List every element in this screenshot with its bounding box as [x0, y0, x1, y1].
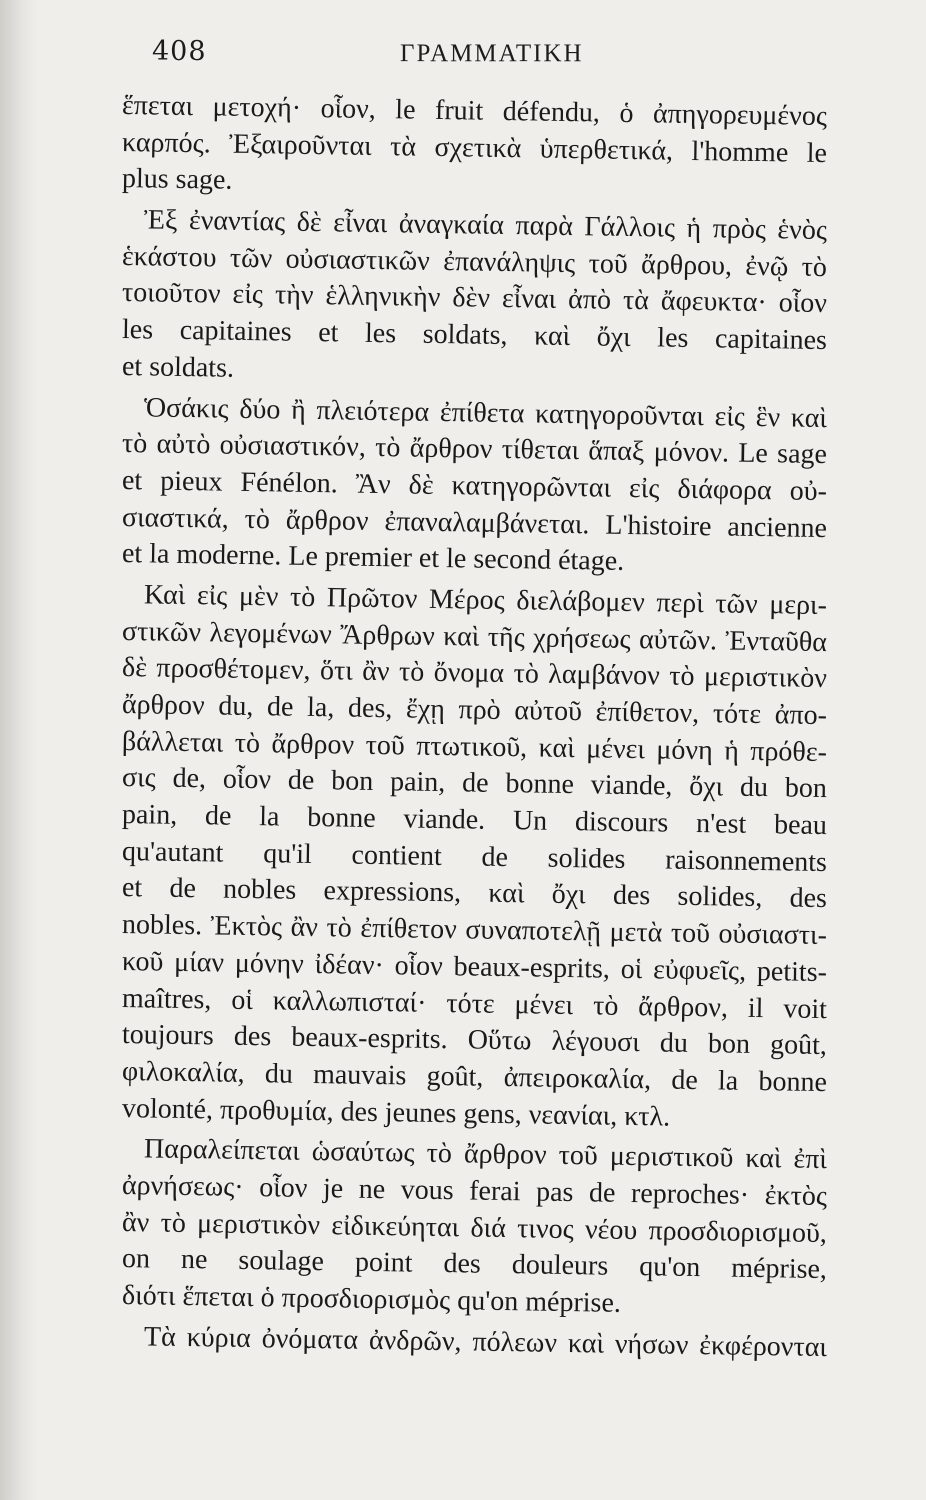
running-head	[0, 28, 926, 78]
text-line: et pieux Fénélon. Ἂν δὲ κατηγορῶνται εἰς διάφορα οὐ-	[121, 464, 828, 507]
running-title: ΓΡΑΜΜΑΤΙΚΗ	[400, 40, 584, 67]
text-line: les capitaines et les soldats, καὶ ὄχι les capitaines	[121, 314, 828, 357]
text-line: et soldats.	[121, 350, 235, 384]
text-line: ἕπεται μετοχή· οἷον, le fruit défendu, ὁ ἀπηγορευμένος	[121, 90, 828, 133]
text-line: Τὰ κύρια ὀνόματα ἀνδρῶν, πόλεων καὶ νήσων ἐκφέρονται	[143, 1321, 828, 1363]
text-line: maîtres, οἱ καλλωπισταί· τότε μένει τὸ ἄρθρον, il voit	[121, 982, 828, 1025]
text-line: τὸ αὐτὸ οὐσιαστικόν, τὸ ἄρθρον τίθεται ἅπαξ μόνον. Le sage	[121, 428, 828, 471]
text-line: Καὶ εἰς μὲν τὸ Πρῶτον Μέρος διελάβομεν περὶ τῶν μερι-	[143, 579, 828, 622]
text-line: ἄρθρον du, de la, des, ἔχῃ πρὸ αὐτοῦ ἐπίθετον, τότε ἀπο-	[121, 689, 828, 732]
text-line: δὲ προσθέτομεν, ὅτι ἂν τὸ ὄνομα τὸ λαμβάνον τὸ μεριστικὸν	[121, 652, 828, 695]
text-line: ἂν τὸ μεριστικὸν εἰδικεύηται διά τινος νέου προσδιορισμοῦ,	[121, 1206, 828, 1249]
text-line: nobles. Ἐκτὸς ἂν τὸ ἐπίθετον συναποτελῇ μετὰ τοῦ οὐσιαστι-	[121, 909, 828, 952]
text-line: Ἐξ ἐναντίας δὲ εἶναι ἀναγκαία παρὰ Γάλλοις ἡ πρὸς ἑνὸς	[143, 204, 828, 247]
text-line: Παραλείπεται ὡσαύτως τὸ ἄρθρον τοῦ μεριστικοῦ καὶ ἐπὶ	[143, 1133, 828, 1176]
text-line: toujours des beaux-esprits. Οὕτω λέγουσι du bon goût,	[121, 1019, 828, 1062]
page-number: 408	[152, 36, 207, 67]
text-line: volonté, προθυμία, des jeunes gens, νεανίαι, κτλ.	[121, 1092, 671, 1133]
text-line: τοιοῦτον εἰς τὴν ἑλληνικὴν δὲν εἶναι ἀπὸ τὰ ἄφευκτα· οἷον	[121, 277, 828, 320]
text-line: qu'autant qu'il contient de solides raisonnements	[121, 835, 828, 878]
text-line: et la moderne. Le premier et le second étage.	[121, 538, 625, 578]
text-line: καρπός. Ἐξαιροῦνται τὰ σχετικὰ ὑπερθετικά, l'homme le	[121, 126, 828, 169]
text-line: κοῦ μίαν μόνην ἰδέαν· οἷον beaux-esprits, οἱ εὐφυεῖς, petits-	[121, 945, 828, 988]
text-line: φιλοκαλία, du mauvais goût, ἀπειροκαλία, de la bonne	[121, 1055, 828, 1098]
text-line: on ne soulage point des douleurs qu'on méprise,	[121, 1243, 828, 1286]
text-line: διότι ἕπεται ὁ προσδιορισμὸς qu'on méprise.	[121, 1280, 622, 1319]
text-line: plus sage.	[121, 163, 233, 197]
text-line: στικῶν λεγομένων Ἄρθρων καὶ τῆς χρήσεως αὐτῶν. Ἐνταῦθα	[121, 615, 828, 658]
text-line: ἑκάστου τῶν οὐσιαστικῶν ἐπανάληψις τοῦ ἄρθρου, ἐνῷ τὸ	[121, 240, 828, 283]
text-line: pain, de la bonne viande. Un discours n'est beau	[121, 799, 828, 842]
text-line: et de nobles expressions, καὶ ὄχι des solides, des	[121, 872, 828, 915]
text-line: Ὁσάκις δύο ἢ πλειότερα ἐπίθετα κατηγοροῦνται εἰς ἓν καὶ	[143, 391, 828, 434]
text-line: σιαστικά, τὸ ἄρθρον ἐπαναλαμβάνεται. L'histoire ancienne	[121, 501, 828, 544]
binding-shadow	[0, 0, 38, 1500]
text-line: σις de, οἷον de bon pain, de bonne viande, ὄχι du bon	[121, 762, 828, 805]
text-line: βάλλεται τὸ ἄρθρον τοῦ πτωτικοῦ, καὶ μένει μόνη ἡ πρόθε-	[121, 725, 828, 768]
body-text	[121, 88, 828, 1363]
text-line: ἀρνήσεως· οἷον je ne vous ferai pas de reproches· ἐκτὸς	[121, 1169, 828, 1213]
